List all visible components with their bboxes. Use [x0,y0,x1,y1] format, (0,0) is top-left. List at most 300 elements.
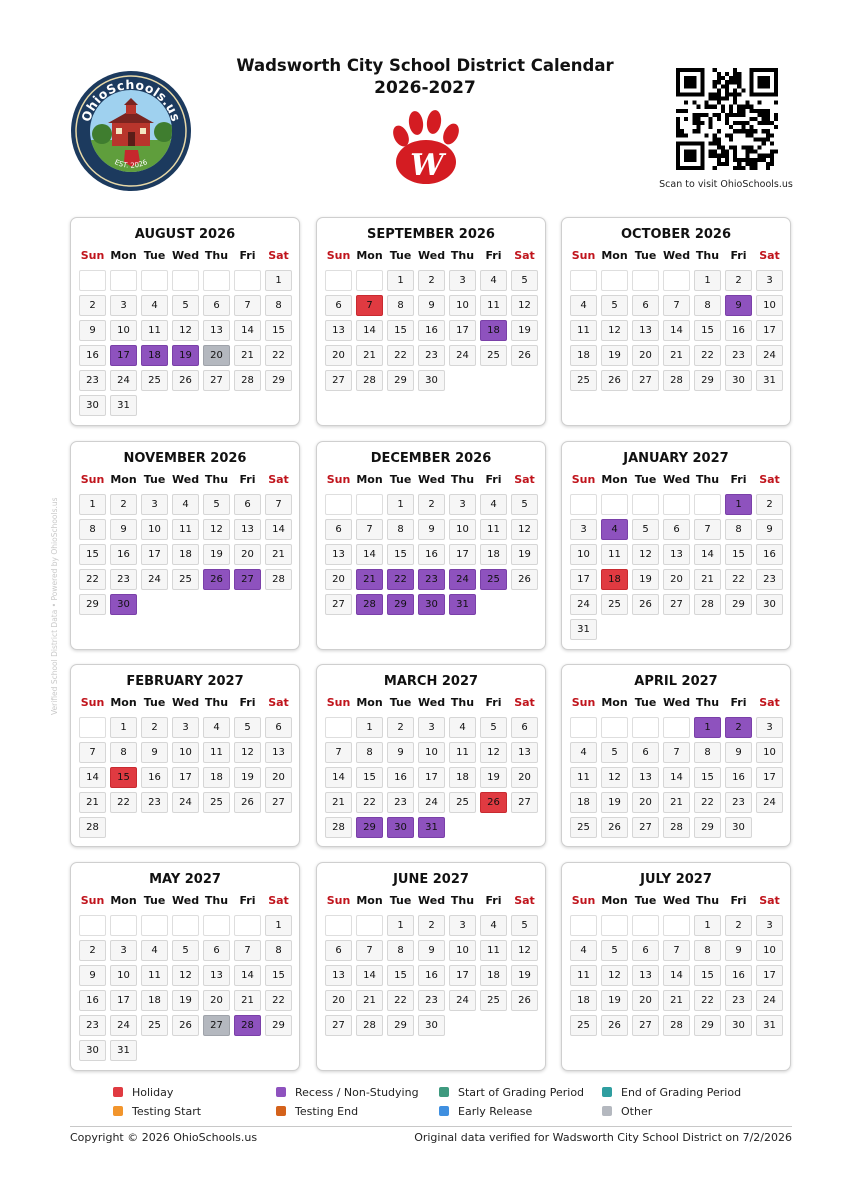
day-cell[interactable]: 21 [663,345,690,366]
day-cell[interactable]: 14 [79,767,106,788]
day-cell[interactable]: 17 [449,320,476,341]
day-cell[interactable]: 7 [234,940,261,961]
day-cell[interactable]: 1 [79,494,106,515]
recess-day-cell[interactable]: 25 [480,569,507,590]
day-cell[interactable]: 7 [356,519,383,540]
day-cell[interactable]: 20 [325,569,352,590]
day-cell[interactable]: 25 [601,594,628,615]
day-cell[interactable]: 24 [172,792,199,813]
day-cell[interactable]: 29 [387,370,414,391]
day-cell[interactable]: 25 [480,345,507,366]
day-cell[interactable]: 9 [110,519,137,540]
day-cell[interactable]: 10 [110,320,137,341]
day-cell[interactable]: 19 [172,990,199,1011]
day-cell[interactable]: 14 [663,320,690,341]
day-cell[interactable]: 6 [632,742,659,763]
day-cell[interactable]: 5 [511,915,538,936]
day-cell[interactable]: 4 [141,940,168,961]
day-cell[interactable]: 22 [725,569,752,590]
day-cell[interactable]: 5 [203,494,230,515]
day-cell[interactable]: 25 [203,792,230,813]
day-cell[interactable]: 27 [265,792,292,813]
day-cell[interactable]: 22 [79,569,106,590]
day-cell[interactable]: 25 [141,370,168,391]
day-cell[interactable]: 29 [725,594,752,615]
day-cell[interactable]: 31 [110,395,137,416]
day-cell[interactable]: 18 [172,544,199,565]
day-cell[interactable]: 21 [356,990,383,1011]
day-cell[interactable]: 11 [480,295,507,316]
day-cell[interactable]: 29 [694,370,721,391]
day-cell[interactable]: 13 [325,544,352,565]
day-cell[interactable]: 15 [387,965,414,986]
day-cell[interactable]: 22 [265,345,292,366]
recess-day-cell[interactable]: 30 [110,594,137,615]
day-cell[interactable]: 18 [570,990,597,1011]
day-cell[interactable]: 24 [449,990,476,1011]
recess-day-cell[interactable]: 31 [418,817,445,838]
day-cell[interactable]: 14 [325,767,352,788]
day-cell[interactable]: 18 [449,767,476,788]
day-cell[interactable]: 12 [511,519,538,540]
day-cell[interactable]: 10 [756,940,783,961]
other-day-cell[interactable]: 27 [203,1015,230,1036]
day-cell[interactable]: 25 [480,990,507,1011]
day-cell[interactable]: 23 [110,569,137,590]
day-cell[interactable]: 9 [79,320,106,341]
day-cell[interactable]: 15 [725,544,752,565]
day-cell[interactable]: 1 [265,915,292,936]
day-cell[interactable]: 17 [570,569,597,590]
day-cell[interactable]: 6 [203,295,230,316]
day-cell[interactable]: 14 [663,767,690,788]
day-cell[interactable]: 23 [756,569,783,590]
day-cell[interactable]: 2 [387,717,414,738]
day-cell[interactable]: 26 [511,345,538,366]
day-cell[interactable]: 13 [325,965,352,986]
recess-day-cell[interactable]: 21 [356,569,383,590]
day-cell[interactable]: 16 [110,544,137,565]
day-cell[interactable]: 13 [234,519,261,540]
day-cell[interactable]: 14 [356,965,383,986]
recess-day-cell[interactable]: 28 [234,1015,261,1036]
recess-day-cell[interactable]: 4 [601,519,628,540]
day-cell[interactable]: 21 [234,345,261,366]
day-cell[interactable]: 2 [418,270,445,291]
recess-day-cell[interactable]: 30 [418,594,445,615]
day-cell[interactable]: 19 [601,345,628,366]
day-cell[interactable]: 5 [601,295,628,316]
day-cell[interactable]: 8 [79,519,106,540]
day-cell[interactable]: 3 [110,940,137,961]
day-cell[interactable]: 22 [265,990,292,1011]
day-cell[interactable]: 11 [570,320,597,341]
day-cell[interactable]: 14 [694,544,721,565]
day-cell[interactable]: 19 [511,320,538,341]
day-cell[interactable]: 19 [203,544,230,565]
day-cell[interactable]: 1 [387,494,414,515]
day-cell[interactable]: 19 [511,544,538,565]
holiday-day-cell[interactable]: 18 [601,569,628,590]
holiday-day-cell[interactable]: 7 [356,295,383,316]
recess-day-cell[interactable]: 27 [234,569,261,590]
day-cell[interactable]: 26 [601,817,628,838]
day-cell[interactable]: 6 [203,940,230,961]
day-cell[interactable]: 1 [694,915,721,936]
recess-day-cell[interactable]: 26 [203,569,230,590]
day-cell[interactable]: 16 [418,965,445,986]
day-cell[interactable]: 17 [756,767,783,788]
day-cell[interactable]: 4 [449,717,476,738]
day-cell[interactable]: 7 [694,519,721,540]
day-cell[interactable]: 10 [141,519,168,540]
day-cell[interactable]: 13 [265,742,292,763]
day-cell[interactable]: 24 [570,594,597,615]
day-cell[interactable]: 1 [387,270,414,291]
day-cell[interactable]: 9 [418,519,445,540]
day-cell[interactable]: 24 [756,792,783,813]
day-cell[interactable]: 8 [356,742,383,763]
day-cell[interactable]: 25 [570,1015,597,1036]
day-cell[interactable]: 26 [511,569,538,590]
day-cell[interactable]: 20 [234,544,261,565]
day-cell[interactable]: 9 [756,519,783,540]
day-cell[interactable]: 10 [756,742,783,763]
day-cell[interactable]: 10 [756,295,783,316]
day-cell[interactable]: 30 [418,370,445,391]
day-cell[interactable]: 14 [265,519,292,540]
day-cell[interactable]: 29 [79,594,106,615]
day-cell[interactable]: 29 [265,370,292,391]
day-cell[interactable]: 13 [203,320,230,341]
day-cell[interactable]: 10 [172,742,199,763]
day-cell[interactable]: 22 [387,990,414,1011]
day-cell[interactable]: 28 [356,370,383,391]
day-cell[interactable]: 4 [480,270,507,291]
day-cell[interactable]: 6 [325,519,352,540]
ohioschools-logo[interactable] [70,70,192,192]
day-cell[interactable]: 17 [756,320,783,341]
recess-day-cell[interactable]: 2 [725,717,752,738]
day-cell[interactable]: 23 [418,990,445,1011]
day-cell[interactable]: 19 [601,792,628,813]
day-cell[interactable]: 9 [725,940,752,961]
day-cell[interactable]: 24 [110,1015,137,1036]
day-cell[interactable]: 21 [663,792,690,813]
day-cell[interactable]: 14 [663,965,690,986]
day-cell[interactable]: 30 [418,1015,445,1036]
recess-day-cell[interactable]: 1 [725,494,752,515]
day-cell[interactable]: 1 [110,717,137,738]
day-cell[interactable]: 21 [234,990,261,1011]
day-cell[interactable]: 20 [511,767,538,788]
day-cell[interactable]: 13 [663,544,690,565]
day-cell[interactable]: 12 [480,742,507,763]
day-cell[interactable]: 5 [632,519,659,540]
day-cell[interactable]: 17 [449,965,476,986]
holiday-day-cell[interactable]: 15 [110,767,137,788]
recess-day-cell[interactable]: 19 [172,345,199,366]
day-cell[interactable]: 16 [418,544,445,565]
day-cell[interactable]: 17 [756,965,783,986]
day-cell[interactable]: 15 [694,965,721,986]
day-cell[interactable]: 14 [234,320,261,341]
day-cell[interactable]: 12 [172,320,199,341]
day-cell[interactable]: 2 [418,494,445,515]
day-cell[interactable]: 8 [725,519,752,540]
day-cell[interactable]: 4 [203,717,230,738]
day-cell[interactable]: 17 [449,544,476,565]
day-cell[interactable]: 5 [511,270,538,291]
day-cell[interactable]: 16 [725,320,752,341]
day-cell[interactable]: 13 [632,965,659,986]
day-cell[interactable]: 7 [663,940,690,961]
day-cell[interactable]: 27 [511,792,538,813]
day-cell[interactable]: 15 [265,320,292,341]
day-cell[interactable]: 3 [756,270,783,291]
day-cell[interactable]: 5 [601,940,628,961]
day-cell[interactable]: 6 [511,717,538,738]
day-cell[interactable]: 27 [325,370,352,391]
day-cell[interactable]: 26 [601,370,628,391]
day-cell[interactable]: 29 [694,817,721,838]
day-cell[interactable]: 6 [632,940,659,961]
day-cell[interactable]: 20 [632,792,659,813]
qr-code[interactable] [676,68,778,170]
day-cell[interactable]: 26 [172,370,199,391]
day-cell[interactable]: 29 [694,1015,721,1036]
day-cell[interactable]: 10 [570,544,597,565]
day-cell[interactable]: 28 [663,1015,690,1036]
recess-day-cell[interactable]: 28 [356,594,383,615]
day-cell[interactable]: 26 [511,990,538,1011]
day-cell[interactable]: 11 [203,742,230,763]
day-cell[interactable]: 4 [480,494,507,515]
day-cell[interactable]: 12 [234,742,261,763]
day-cell[interactable]: 30 [79,1040,106,1061]
day-cell[interactable]: 23 [725,345,752,366]
day-cell[interactable]: 24 [110,370,137,391]
day-cell[interactable]: 8 [694,940,721,961]
day-cell[interactable]: 2 [141,717,168,738]
day-cell[interactable]: 21 [663,990,690,1011]
day-cell[interactable]: 28 [79,817,106,838]
day-cell[interactable]: 10 [110,965,137,986]
day-cell[interactable]: 25 [141,1015,168,1036]
day-cell[interactable]: 2 [110,494,137,515]
day-cell[interactable]: 17 [172,767,199,788]
day-cell[interactable]: 11 [480,519,507,540]
day-cell[interactable]: 19 [511,965,538,986]
day-cell[interactable]: 9 [725,742,752,763]
day-cell[interactable]: 19 [632,569,659,590]
day-cell[interactable]: 7 [79,742,106,763]
day-cell[interactable]: 8 [265,295,292,316]
day-cell[interactable]: 5 [234,717,261,738]
day-cell[interactable]: 23 [79,1015,106,1036]
day-cell[interactable]: 28 [663,817,690,838]
day-cell[interactable]: 5 [172,295,199,316]
day-cell[interactable]: 10 [449,295,476,316]
day-cell[interactable]: 23 [387,792,414,813]
day-cell[interactable]: 8 [387,295,414,316]
day-cell[interactable]: 27 [325,1015,352,1036]
day-cell[interactable]: 1 [265,270,292,291]
day-cell[interactable]: 7 [663,742,690,763]
day-cell[interactable]: 7 [265,494,292,515]
day-cell[interactable]: 1 [694,270,721,291]
day-cell[interactable]: 20 [265,767,292,788]
day-cell[interactable]: 13 [203,965,230,986]
day-cell[interactable]: 16 [79,345,106,366]
day-cell[interactable]: 18 [570,792,597,813]
holiday-day-cell[interactable]: 26 [480,792,507,813]
day-cell[interactable]: 8 [265,940,292,961]
day-cell[interactable]: 27 [325,594,352,615]
recess-day-cell[interactable]: 9 [725,295,752,316]
day-cell[interactable]: 21 [325,792,352,813]
day-cell[interactable]: 2 [418,915,445,936]
day-cell[interactable]: 20 [203,990,230,1011]
day-cell[interactable]: 21 [79,792,106,813]
day-cell[interactable]: 9 [79,965,106,986]
recess-day-cell[interactable]: 30 [387,817,414,838]
day-cell[interactable]: 20 [663,569,690,590]
recess-day-cell[interactable]: 1 [694,717,721,738]
day-cell[interactable]: 25 [172,569,199,590]
day-cell[interactable]: 8 [694,295,721,316]
day-cell[interactable]: 3 [756,717,783,738]
day-cell[interactable]: 13 [511,742,538,763]
day-cell[interactable]: 8 [694,742,721,763]
day-cell[interactable]: 6 [325,940,352,961]
day-cell[interactable]: 3 [172,717,199,738]
day-cell[interactable]: 21 [356,345,383,366]
day-cell[interactable]: 4 [570,940,597,961]
day-cell[interactable]: 11 [570,965,597,986]
day-cell[interactable]: 27 [203,370,230,391]
day-cell[interactable]: 18 [141,990,168,1011]
day-cell[interactable]: 22 [356,792,383,813]
day-cell[interactable]: 3 [141,494,168,515]
day-cell[interactable]: 16 [756,544,783,565]
day-cell[interactable]: 11 [449,742,476,763]
day-cell[interactable]: 4 [570,295,597,316]
day-cell[interactable]: 13 [632,320,659,341]
day-cell[interactable]: 23 [141,792,168,813]
day-cell[interactable]: 30 [725,817,752,838]
day-cell[interactable]: 26 [601,1015,628,1036]
day-cell[interactable]: 6 [663,519,690,540]
day-cell[interactable]: 23 [725,990,752,1011]
day-cell[interactable]: 6 [234,494,261,515]
day-cell[interactable]: 29 [387,1015,414,1036]
day-cell[interactable]: 11 [172,519,199,540]
day-cell[interactable]: 3 [449,494,476,515]
day-cell[interactable]: 5 [511,494,538,515]
day-cell[interactable]: 30 [79,395,106,416]
day-cell[interactable]: 16 [418,320,445,341]
day-cell[interactable]: 25 [570,370,597,391]
day-cell[interactable]: 16 [725,767,752,788]
day-cell[interactable]: 9 [418,940,445,961]
day-cell[interactable]: 26 [172,1015,199,1036]
day-cell[interactable]: 15 [265,965,292,986]
day-cell[interactable]: 30 [756,594,783,615]
day-cell[interactable]: 16 [387,767,414,788]
day-cell[interactable]: 4 [141,295,168,316]
day-cell[interactable]: 28 [325,817,352,838]
day-cell[interactable]: 27 [632,817,659,838]
day-cell[interactable]: 12 [203,519,230,540]
day-cell[interactable]: 6 [325,295,352,316]
day-cell[interactable]: 24 [418,792,445,813]
day-cell[interactable]: 23 [79,370,106,391]
day-cell[interactable]: 5 [480,717,507,738]
day-cell[interactable]: 4 [480,915,507,936]
day-cell[interactable]: 31 [110,1040,137,1061]
day-cell[interactable]: 15 [694,320,721,341]
recess-day-cell[interactable]: 22 [387,569,414,590]
day-cell[interactable]: 9 [141,742,168,763]
day-cell[interactable]: 16 [141,767,168,788]
recess-day-cell[interactable]: 23 [418,569,445,590]
day-cell[interactable]: 14 [234,965,261,986]
day-cell[interactable]: 5 [601,742,628,763]
day-cell[interactable]: 18 [203,767,230,788]
day-cell[interactable]: 16 [79,990,106,1011]
day-cell[interactable]: 17 [418,767,445,788]
day-cell[interactable]: 17 [141,544,168,565]
recess-day-cell[interactable]: 18 [141,345,168,366]
day-cell[interactable]: 11 [141,965,168,986]
day-cell[interactable]: 15 [694,767,721,788]
recess-day-cell[interactable]: 29 [387,594,414,615]
day-cell[interactable]: 11 [601,544,628,565]
day-cell[interactable]: 31 [756,1015,783,1036]
day-cell[interactable]: 5 [172,940,199,961]
day-cell[interactable]: 7 [325,742,352,763]
day-cell[interactable]: 17 [110,990,137,1011]
day-cell[interactable]: 10 [449,519,476,540]
day-cell[interactable]: 24 [449,345,476,366]
day-cell[interactable]: 3 [570,519,597,540]
day-cell[interactable]: 19 [480,767,507,788]
day-cell[interactable]: 2 [79,940,106,961]
day-cell[interactable]: 14 [356,544,383,565]
recess-day-cell[interactable]: 24 [449,569,476,590]
day-cell[interactable]: 20 [632,345,659,366]
day-cell[interactable]: 7 [234,295,261,316]
day-cell[interactable]: 28 [356,1015,383,1036]
day-cell[interactable]: 13 [325,320,352,341]
day-cell[interactable]: 6 [265,717,292,738]
day-cell[interactable]: 8 [110,742,137,763]
day-cell[interactable]: 22 [694,990,721,1011]
day-cell[interactable]: 28 [694,594,721,615]
day-cell[interactable]: 29 [265,1015,292,1036]
day-cell[interactable]: 22 [694,345,721,366]
day-cell[interactable]: 31 [570,619,597,640]
day-cell[interactable]: 3 [449,915,476,936]
recess-day-cell[interactable]: 18 [480,320,507,341]
day-cell[interactable]: 3 [110,295,137,316]
day-cell[interactable]: 28 [234,370,261,391]
day-cell[interactable]: 3 [418,717,445,738]
recess-day-cell[interactable]: 17 [110,345,137,366]
day-cell[interactable]: 3 [449,270,476,291]
day-cell[interactable]: 1 [387,915,414,936]
